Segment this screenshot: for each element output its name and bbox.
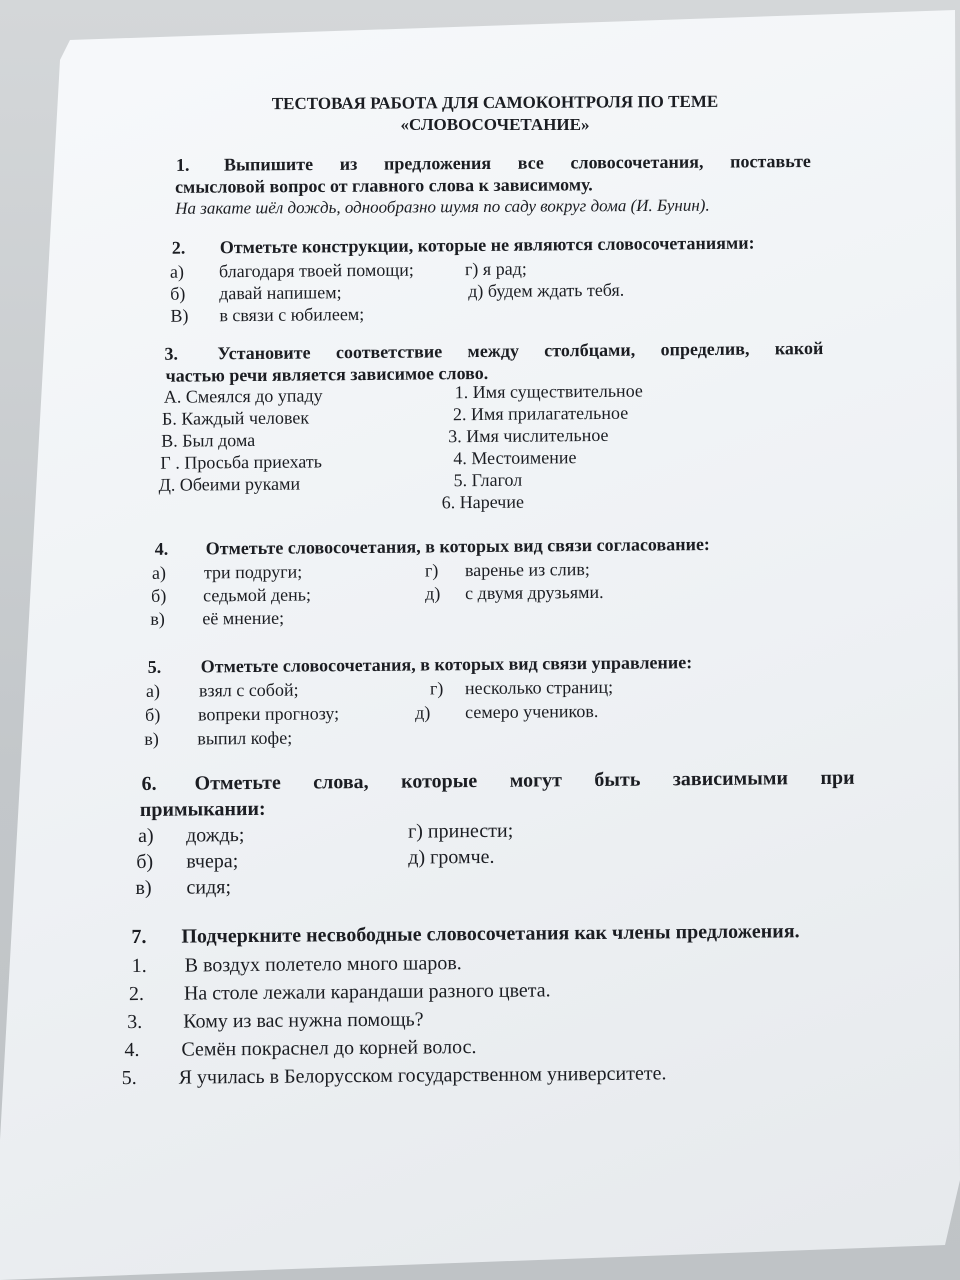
q7-item-sentence: Я училась в Белорусском государственном университете.	[178, 1062, 667, 1089]
q3-right-item: 3. Имя числительное	[448, 424, 609, 447]
option-marker: д)	[425, 583, 441, 604]
q5-text: Отметьте словосочетания, в которых вид связи управление:	[200, 652, 693, 677]
q3-right-item: 5. Глагол	[453, 469, 523, 491]
option-text: седьмой день;	[203, 584, 312, 606]
option-marker: б)	[136, 850, 154, 874]
option-marker: б)	[151, 585, 167, 606]
q1-sentence: На закате шёл дождь, однообразно шумя по саду вокруг дома (И. Бунин).	[175, 195, 710, 218]
q6-text-line1: Отметьте слова, которые могут быть зависимыми при	[194, 766, 855, 795]
option-text: вопреки прогнозу;	[198, 703, 340, 725]
q7-item-number: 3.	[127, 1010, 143, 1034]
q7-item-sentence: Кому из вас нужна помощь?	[183, 1008, 424, 1033]
q7-text: Подчеркните несвободные словосочетания как члены предложения.	[181, 920, 800, 948]
option-text: варенье из слив;	[464, 559, 590, 581]
q7-number: 7.	[131, 925, 147, 949]
q1-text-line1: Выпишите из предложения все словосочетания, поставьте	[223, 150, 811, 175]
option-text: д) громче.	[408, 845, 495, 869]
q3-text-line2: частью речи является зависимое слово.	[165, 362, 489, 386]
q2-number: 2.	[171, 237, 186, 258]
option-text: три подруги;	[203, 561, 303, 583]
q3-right-item: 1. Имя существительное	[454, 380, 643, 403]
q6-text-line2: примыкании:	[139, 797, 266, 821]
q1-number: 1.	[175, 154, 190, 175]
option-marker: а)	[169, 261, 185, 282]
q3-left-item: А. Смеялся до упаду	[163, 385, 323, 407]
q7-item-sentence: Семён покраснел до корней волос.	[181, 1036, 477, 1061]
q3-right-item: 4. Местоимение	[453, 447, 577, 469]
option-marker: в)	[144, 728, 159, 749]
option-text: семеро учеников.	[465, 700, 599, 723]
q7-item-sentence: В воздух полетело много шаров.	[184, 952, 462, 977]
q3-left-item: Д. Обеими руками	[158, 473, 301, 495]
option-text: д) будем ждать тебя.	[468, 279, 625, 302]
option-text: её мнение;	[202, 607, 285, 629]
option-text: выпил кофе;	[197, 727, 293, 749]
option-marker: б)	[170, 283, 186, 304]
option-text: г) я рад;	[464, 258, 527, 280]
q3-left-item: Г . Просьба приехать	[160, 451, 323, 473]
option-text: дождь;	[185, 824, 245, 847]
q1-text-line2: смысловой вопрос от главного слова к зависимому.	[174, 174, 593, 197]
q3-right-item: 6. Наречие	[441, 491, 525, 513]
option-text: с двумя друзьями.	[465, 581, 604, 604]
q3-left-item: В. Был дома	[161, 429, 256, 451]
q3-text-line1: Установите соответствие между столбцами, определив, какой	[217, 338, 824, 364]
q7-item-number: 5.	[121, 1066, 137, 1090]
option-text: взял с собой;	[198, 679, 299, 701]
q7-item-number: 1.	[131, 954, 147, 978]
option-text: вчера;	[186, 850, 239, 873]
q3-number: 3.	[164, 343, 178, 364]
option-marker: в)	[150, 608, 165, 629]
q4-text: Отметьте словосочетания, в которых вид связи согласование:	[205, 533, 710, 559]
q6-number: 6.	[141, 772, 157, 795]
q5-number: 5.	[147, 656, 162, 677]
q3-left-item: Б. Каждый человек	[161, 407, 310, 429]
q7-item-number: 2.	[128, 982, 145, 1006]
q7-item-sentence: На столе лежали карандаши разного цвета.	[183, 979, 551, 1005]
q4-number: 4.	[154, 538, 169, 559]
option-text: г) принести;	[407, 819, 514, 843]
option-marker: д)	[415, 702, 431, 723]
q7-item-number: 4.	[124, 1038, 140, 1062]
option-marker: б)	[145, 704, 161, 725]
q3-right-item: 2. Имя прилагательное	[452, 402, 629, 425]
page-title: ТЕСТОВАЯ РАБОТА ДЛЯ САМОКОНТРОЛЯ ПО ТЕМЕ	[271, 91, 719, 114]
option-marker: в)	[135, 876, 152, 900]
option-marker: а)	[137, 824, 154, 847]
option-text: несколько страниц;	[464, 676, 614, 699]
option-marker: В)	[170, 305, 189, 326]
option-text: благодаря твоей помощи;	[218, 259, 414, 282]
option-text: давай напишем;	[219, 282, 342, 304]
option-text: сидя;	[186, 876, 232, 899]
q2-text: Отметьте конструкции, которые не являются словосочетаниями:	[219, 232, 755, 258]
option-marker: а)	[151, 562, 166, 583]
option-marker: г)	[424, 560, 439, 581]
option-marker: г)	[429, 678, 444, 699]
page-title-topic: «СЛОВОСОЧЕТАНИЕ»	[400, 115, 590, 134]
option-marker: а)	[145, 680, 160, 701]
option-text: в связи с юбилеем;	[219, 304, 365, 326]
